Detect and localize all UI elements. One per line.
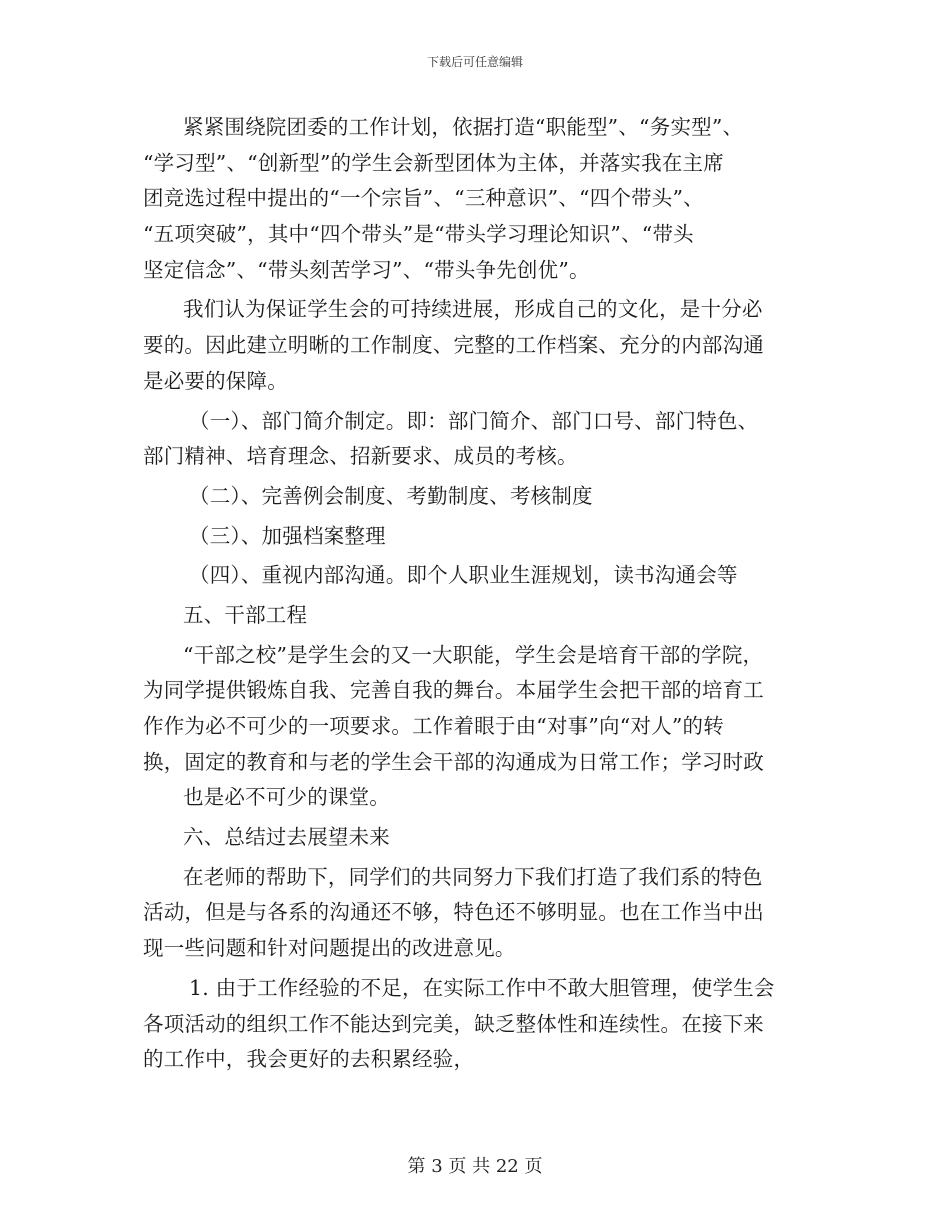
text-line: （一）、部门简介制定。即：部门简介、部门口号、部门特色、 <box>189 408 759 433</box>
text-line: 团竞选过程中提出的“一个宗旨”、“三种意识”、“四个带头”、 <box>143 186 704 211</box>
text-line: 六、总结过去展望未来 <box>183 825 390 850</box>
text-line: 的工作中，我会更好的去积累经验， <box>143 1047 475 1072</box>
page-number: 第 3 页 共 22 页 <box>407 1156 543 1177</box>
paragraph <box>143 404 813 475</box>
text-line: 五、干部工程 <box>183 602 308 627</box>
text-line: 为同学提供锻炼自我、完善自我的舞台。本届学生会把干部的培育工 <box>143 678 764 703</box>
page-header: 下载后可任意编辑 <box>426 55 523 69</box>
paragraph <box>143 860 813 967</box>
text-line: （二）、完善例会制度、考勤制度、考核制度 <box>189 483 593 508</box>
text-line: 换，固定的教育和与老的学生会干部的沟通成为日常工作；学习时政 <box>143 749 764 774</box>
text-line: （四）、重视内部沟通。即个人职业生涯规划，读书沟通会等 <box>189 563 738 588</box>
paragraph <box>143 292 813 399</box>
text-line: 坚定信念”、“带头刻苦学习”、“带头争先创优”。 <box>143 257 590 282</box>
paragraph <box>143 638 813 816</box>
paragraph <box>143 110 813 288</box>
text-line: 各项活动的组织工作不能达到完美，缺乏整体性和连续性。在接下来 <box>143 1011 764 1036</box>
text-line: 作作为必不可少的一项要求。工作着眼于由“对事”向“对人”的转 <box>143 714 724 738</box>
section-heading <box>143 820 813 856</box>
paragraph <box>143 971 813 1078</box>
text-line: 在老师的帮助下，同学们的共同努力下我们打造了我们系的特色 <box>183 864 763 889</box>
paragraph <box>143 479 813 515</box>
text-line: 1. 由于工作经验的不足，在实际工作中不敢大胆管理，使学生会 <box>189 975 775 1000</box>
text-line: 也是必不可少的课堂。 <box>183 785 390 810</box>
text-line: 我们认为保证学生会的可持续进展，形成自己的文化，是十分必 <box>183 297 763 322</box>
paragraph <box>143 519 813 555</box>
text-line: （三）、加强档案整理 <box>189 523 386 548</box>
text-line: 是必要的保障。 <box>143 368 288 393</box>
text-line: “学习型”、“创新型”的学生会新型团体为主体，并落实我在主席 <box>143 150 724 175</box>
document-body <box>143 110 813 1078</box>
text-line: 要的。因此建立明晰的工作制度、完整的工作档案、充分的内部沟通 <box>143 333 764 358</box>
paragraph <box>143 558 813 594</box>
text-line: “五项突破”，其中“四个带头”是“带头学习理论知识”、“带头 <box>143 222 694 247</box>
text-line: 紧紧围绕院团委的工作计划，依据打造“职能型”、“务实型”、 <box>183 115 744 139</box>
text-line: “干部之校”是学生会的又一大职能，学生会是培育干部的学院， <box>183 642 764 667</box>
text-line: 活动，但是与各系的沟通还不够，特色还不够明显。也在工作当中出 <box>143 900 764 925</box>
text-line: 现一些问题和针对问题提出的改进意见。 <box>143 936 516 961</box>
text-line: 部门精神、培育理念、招新要求、成员的考核。 <box>143 444 578 469</box>
section-heading <box>143 598 813 634</box>
